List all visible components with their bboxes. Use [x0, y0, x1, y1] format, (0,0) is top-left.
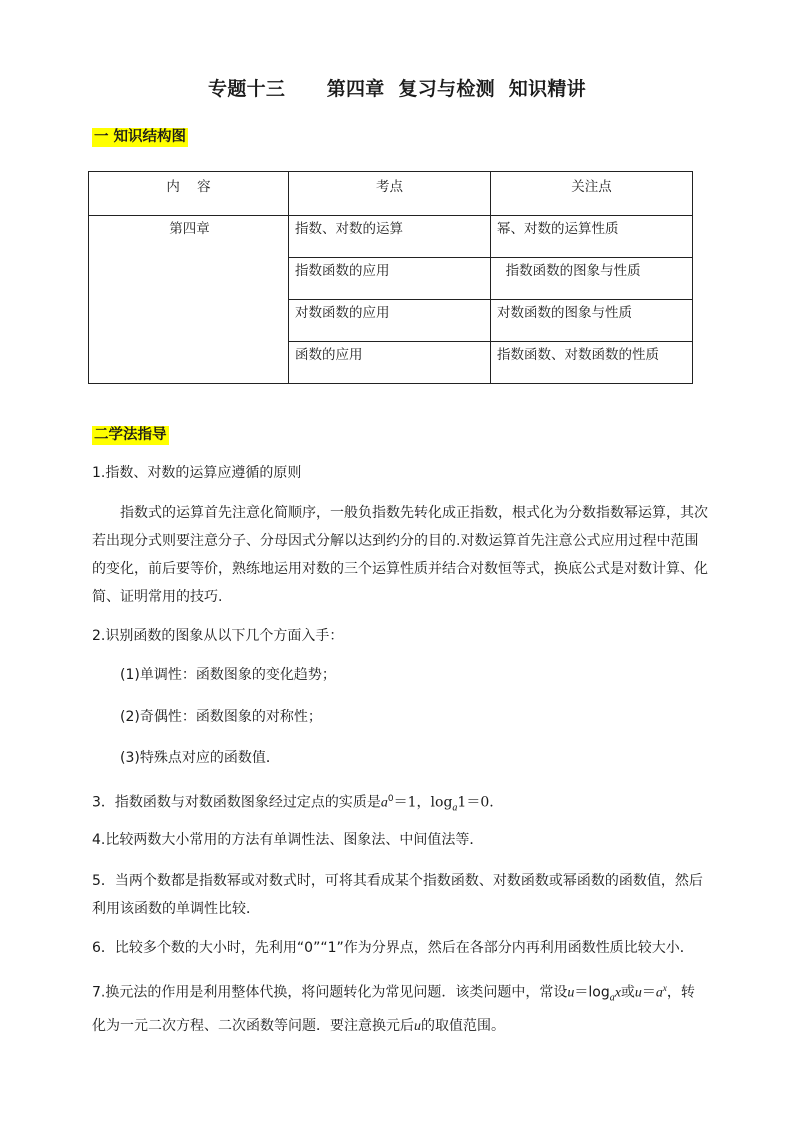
item1-body: 指数式的运算首先注意化简顺序，一般负指数先转化成正指数，根式化为分数指数幂运算，其次若出现分式则要注意分子、分母因式分解以达到约分的目的.对数运算首先注意公式应用过程中范围的变化，前后要等价，熟练地运用对数的三个运算性质并结合对数恒等式，换底公式是对数计算、化简、证明常用的技巧.	[92, 505, 708, 605]
table-cell-point: 对数函数的应用	[289, 300, 491, 342]
item2-sub1: (1)单调性：函数图象的变化趋势；	[120, 667, 336, 683]
knowledge-structure-table	[88, 171, 693, 384]
item7-var-u: u	[414, 1019, 421, 1035]
item7-var-x: x	[614, 985, 621, 1001]
item7-exponent: x	[662, 983, 667, 993]
item3-text: 3．指数函数与对数函数图象经过定点的实质是	[92, 794, 381, 811]
section-heading-knowledge-structure: 一 知识结构图	[94, 129, 187, 145]
table-cell-focus: 对数函数的图象与性质	[491, 300, 693, 342]
table-header-focus: 关注点	[491, 172, 693, 216]
item5: 5．当两个数都是指数幂或对数式时，可将其看成某个指数函数、对数函数或幂函数的函数值，然后利用该函数的单调性比较．	[92, 873, 703, 917]
item3-eq1: ＝1，log	[393, 794, 453, 811]
item7-text-b: ＝log	[574, 984, 610, 1001]
item3-log-base: a	[452, 802, 458, 814]
item7-text-d: ＝	[641, 984, 656, 1001]
item2-title: 2.识别函数的图象从以下几个方面入手：	[92, 628, 344, 644]
table-cell-focus: 指数函数的图象与性质	[491, 258, 693, 300]
table-header-exam-point: 考点	[289, 172, 491, 216]
item3-eq2: 1＝0.	[457, 794, 494, 811]
item3-var-a: a	[380, 795, 388, 811]
section-heading-study-guide: 二学法指导	[94, 427, 167, 443]
item1-title: 1.指数、对数的运算应遵循的原则	[92, 465, 302, 481]
item7-text-a: 7.换元法的作用是利用整体代换，将问题转化为常见问题．该类问题中，常设	[92, 984, 568, 1001]
item7-var-a: a	[655, 985, 663, 1001]
table-row	[89, 216, 693, 258]
item2-sub2: (2)奇偶性：函数图象的对称性；	[120, 709, 322, 725]
item4: 4.比较两数大小常用的方法有单调性法、图象法、中间值法等．	[92, 832, 484, 848]
table-cell-point: 指数、对数的运算	[289, 216, 491, 258]
item7-text-c: 或	[620, 984, 635, 1001]
page-title: 专题十三 第四章 复习与检测 知识精讲	[208, 78, 586, 100]
item7-log-base: a	[609, 992, 615, 1004]
item3	[92, 785, 708, 822]
table-cell-point: 函数的应用	[289, 342, 491, 384]
table-cell-chapter: 第四章	[89, 216, 289, 384]
item2-sub3: (3)特殊点对应的函数值．	[120, 750, 280, 766]
item7-text-f: 的取值范围。	[421, 1018, 505, 1035]
item7-var-u: u	[567, 985, 575, 1001]
item7-var-u: u	[634, 985, 642, 1001]
table-header-row	[89, 172, 693, 216]
item7-text-e: ，转化为一元二次方程、二次函数等问题．要注意换元后	[92, 984, 695, 1035]
item3-exponent: 0	[387, 794, 394, 804]
table-header-content: 内 容	[89, 172, 289, 216]
item6: 6．比较多个数的大小时，先利用“0”“1”作为分界点，然后在各部分内再利用函数性质比较大小．	[92, 940, 694, 956]
table-cell-focus: 幂、对数的运算性质	[491, 216, 693, 258]
item7	[92, 974, 708, 1041]
table-cell-focus: 指数函数、对数函数的性质	[491, 342, 693, 384]
table-cell-point: 指数函数的应用	[289, 258, 491, 300]
